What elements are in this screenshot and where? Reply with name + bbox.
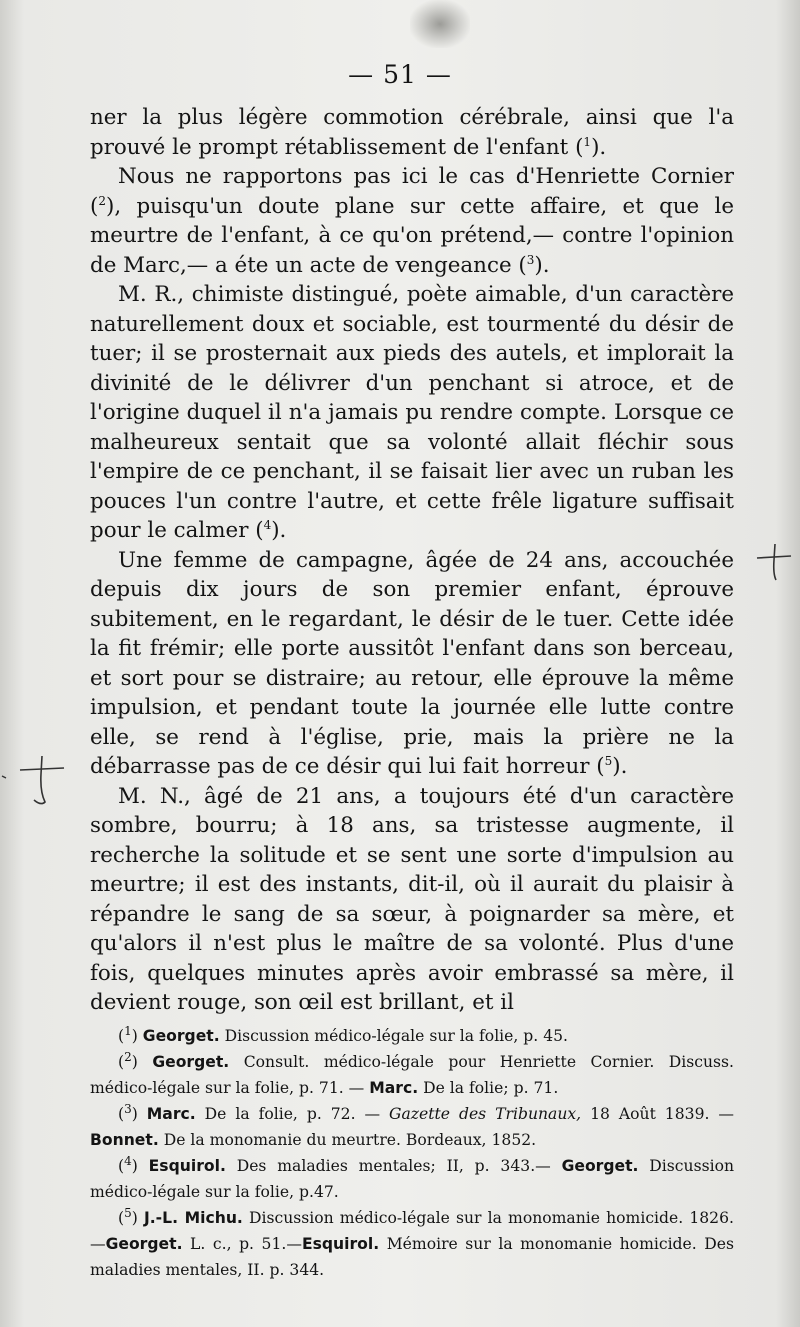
text-run: 18 Août 1839. — [581, 1105, 734, 1123]
author-name: Georget. [561, 1157, 639, 1175]
note-reference: 1 [124, 1023, 132, 1038]
author-name: Georget. [152, 1053, 230, 1071]
text-run: ). [534, 252, 550, 278]
binding-shadow [410, 0, 470, 48]
text-run: ( [118, 1105, 125, 1123]
note-reference: 2 [98, 193, 106, 208]
text-run: De la folie; p. 71. [418, 1079, 559, 1097]
author-name: Georget. [105, 1235, 183, 1253]
text-run: ) [131, 1209, 144, 1227]
footnote [90, 1101, 734, 1153]
text-run: Nous ne rapportons pas ici le cas d'Henriette Cornier ( [90, 164, 734, 219]
text-run: ( [118, 1027, 125, 1045]
author-name: Bonnet. [90, 1131, 159, 1149]
text-run: ). [271, 518, 287, 543]
note-reference: 3 [526, 252, 535, 267]
text-run: M. R., chimiste distingué, poète aimable, d'un caractère naturellement doux et sociable, est tourmenté du désir de tuer; il se prosternait aux pieds des autels, et implorait la divinité de le délivrer d'un penchant si atroce, et de l'origine duquel il n'a jamais pu rendre compte. Lorsque ce malheureux sentait que sa volonté allait fléchir sous l'empire de ce penchant, il se faisait lier avec un ruban les pouces l'un contre l'autre, et cette frêle ligature suffisait pour le calmer ( [90, 282, 734, 543]
paragraph [90, 546, 734, 782]
author-name: Esquirol. [148, 1157, 226, 1175]
note-reference: 4 [263, 517, 272, 532]
footnote [90, 1153, 734, 1205]
footnotes [90, 1023, 734, 1283]
footnote [90, 1205, 734, 1283]
text-run: Discussion médico-légale sur la monomanie homicide. 1826. — [90, 1209, 734, 1253]
note-reference: 4 [124, 1153, 132, 1168]
text-run: ( [118, 1157, 125, 1175]
note-reference: 5 [124, 1205, 132, 1220]
text-run: De la folie, p. 72. — [195, 1105, 390, 1123]
text-run: Une femme de campagne, âgée de 24 ans, accouchée depuis dix jours de son premier enfant, éprouve subitement, en le regardant, le désir de le tuer. Cette idée la fit frémir; elle porte aussitôt l'enfant dans son berceau, et sort pour se distraire; au retour, elle éprouve la même impulsion, et pendant toute la journée elle lutte contre elle, se rend à l'église, prie, mais la prière ne la débarrasse pas de ce désir qui lui fait horreur ( [90, 547, 734, 779]
footnote [90, 1023, 734, 1049]
footnote [90, 1049, 734, 1101]
author-name: Marc. [369, 1079, 419, 1097]
note-reference: 3 [124, 1101, 132, 1116]
margin-cross-mark-left [0, 748, 70, 810]
text-run: Discussion médico-légale sur la folie, p.47. [90, 1157, 735, 1201]
paragraph [90, 162, 734, 280]
text-run: L. c., p. 51.— [182, 1235, 302, 1253]
note-reference: 2 [124, 1049, 132, 1064]
page-number: — 51 — [348, 60, 452, 89]
text-run: Des maladies mentales; II, p. 343.— [225, 1157, 562, 1175]
author-name: Esquirol. [301, 1235, 380, 1253]
text-run: ) [131, 1105, 147, 1123]
paragraph [90, 782, 734, 1018]
text-run: ). [591, 134, 607, 160]
text-run: Mémoire sur la monomanie homicide. Des maladies mentales, II. p. 344. [90, 1235, 734, 1279]
text-run: De la monomanie du meurtre. Bordeaux, 1852. [158, 1131, 537, 1149]
text-run: ( [118, 1209, 125, 1227]
text-run: ), puisqu'un doute plane sur cette affaire, et que le meurtre de l'enfant, à ce qu'on prétend,— contre l'opinion de Marc,— a éte un acte de vengeance ( [90, 193, 734, 278]
text-run: ( [118, 1053, 125, 1071]
text-run: Discussion médico-légale sur la folie, p. 45. [219, 1027, 569, 1045]
paragraph [90, 280, 734, 546]
author-name: Marc. [146, 1105, 196, 1123]
text-run: ) [131, 1027, 143, 1045]
note-reference: 5 [604, 753, 613, 768]
author-name: Georget. [142, 1027, 220, 1045]
note-reference: 1 [583, 134, 592, 149]
journal-title: Gazette des Tribunaux, [389, 1105, 582, 1123]
text-run: Consult. médico-légale pour Henriette Cornier. Discuss. médico-légale sur la folie, p. 71. — [90, 1053, 734, 1097]
text-run: ner la plus légère commotion cérébrale, ainsi que l'a prouvé le prompt rétablissement de l'enfant ( [90, 105, 734, 160]
text-run: M. N., âgé de 21 ans, a toujours été d'un caractère sombre, bourru; à 18 ans, sa tristesse augmente, il recherche la solitude et se sent une sorte d'impulsion au meurtre; il est des instants, dit-il, où il aurait du plaisir à répandre le sang de sa sœur, à poignarder sa mère, et qu'alors il n'est plus le maître de sa volonté. Plus d'une fois, quelques minutes après avoir embrassé sa mère, il devient rouge, son œil est brillant, et il [90, 783, 734, 1015]
paragraph [90, 103, 734, 162]
text-run: ) [131, 1157, 149, 1175]
body-text [90, 103, 734, 1018]
author-name: J.-L. Michu. [143, 1209, 243, 1227]
text-run: ). [612, 754, 628, 779]
margin-cross-mark-right [755, 540, 795, 584]
text-run: ) [131, 1053, 153, 1071]
